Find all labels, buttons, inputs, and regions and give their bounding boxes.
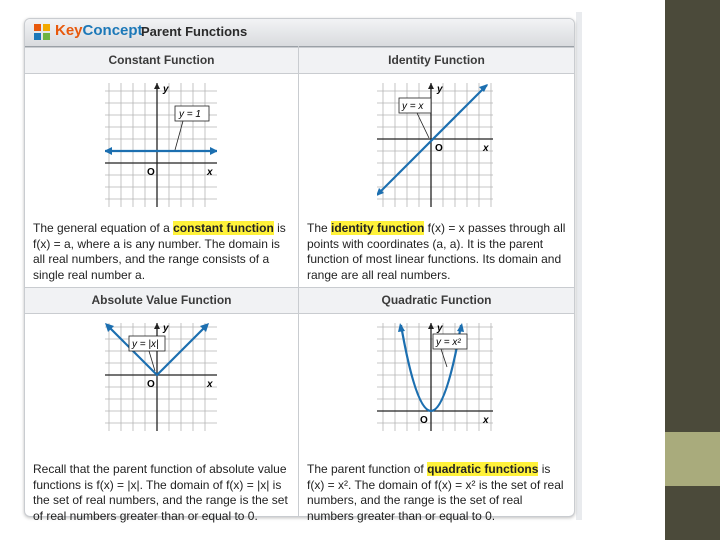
cell-title: Constant Function — [25, 47, 298, 74]
key-concept-logo: KeyConcept — [55, 22, 143, 39]
constant-function-graph — [105, 83, 217, 207]
callout-label: y = 1 — [179, 109, 201, 120]
key-concept-puzzle-icon — [33, 23, 51, 41]
quadratic-function-graph — [377, 323, 493, 431]
line-arrow-right-icon — [210, 147, 217, 155]
curve-arrow-left-icon — [398, 323, 405, 332]
slide-decor-accent — [665, 432, 720, 486]
callout-pointer — [441, 349, 447, 367]
y-axis-arrow-icon — [428, 323, 434, 329]
x-axis-label: x — [483, 415, 489, 426]
cell-title: Absolute Value Function — [25, 287, 298, 314]
x-axis-label: x — [207, 379, 213, 390]
x-axis-label: x — [483, 143, 489, 154]
term-highlight: identity function — [331, 221, 425, 235]
line-arrow-left-icon — [105, 147, 112, 155]
y-axis-arrow-icon — [154, 83, 160, 89]
x-axis-label: x — [207, 167, 213, 178]
origin-label: O — [147, 379, 155, 390]
page-title: Parent Functions — [141, 24, 248, 39]
absolute-value-graph — [105, 323, 217, 431]
y-axis-arrow-icon — [428, 83, 434, 89]
absolute-value-description: Recall that the parent function of absolute value functions is f(x) = |x|. The domain of f(x) = |x| is the set of real numbers, and the range is the set of real numbers greater than or equal to 0. — [33, 462, 288, 523]
curve-arrow-right-icon — [457, 323, 464, 332]
cell-constant-function — [25, 47, 298, 287]
y-axis-label: y — [437, 84, 443, 95]
cell-identity-function — [299, 47, 574, 287]
cell-absolute-value-function — [25, 287, 298, 523]
callout-label: y = x — [402, 101, 424, 112]
term-highlight: constant function — [173, 221, 274, 235]
term-highlight: quadratic functions — [427, 462, 539, 476]
card-header — [25, 19, 574, 48]
origin-label: O — [147, 167, 155, 178]
quadratic-function-description: The parent function of quadratic functions is f(x) = x². The domain of f(x) = x² is the set of real numbers, and the range is the set of real numbers greater than or equal to 0. — [307, 462, 564, 523]
y-axis-label: y — [163, 323, 169, 334]
origin-label: O — [420, 415, 428, 426]
cell-quadratic-function — [299, 287, 574, 523]
callout-label: y = |x| — [132, 339, 159, 350]
callout-label: y = x² — [436, 337, 461, 348]
y-axis-arrow-icon — [154, 323, 160, 329]
y-axis-label: y — [437, 323, 443, 334]
key-concept-card — [24, 18, 575, 523]
card-shadow — [576, 12, 582, 520]
identity-line — [377, 85, 487, 195]
origin-label: O — [435, 143, 443, 154]
cell-title: Identity Function — [299, 47, 574, 74]
y-axis-label: y — [163, 84, 169, 95]
identity-function-description: The identity function f(x) = x passes through all points with coordinates (a, a). It is the parent function of most linear functions. Its domain and range are all real numbers. — [307, 221, 566, 282]
callout-pointer — [175, 121, 183, 150]
constant-function-description: The general equation of a constant function is f(x) = a, where a is any number. The domain is all real numbers, and the range consists of a single real number a. — [33, 221, 286, 282]
cell-title: Quadratic Function — [299, 287, 574, 314]
graph-grid — [105, 83, 217, 207]
identity-function-graph — [377, 83, 493, 207]
